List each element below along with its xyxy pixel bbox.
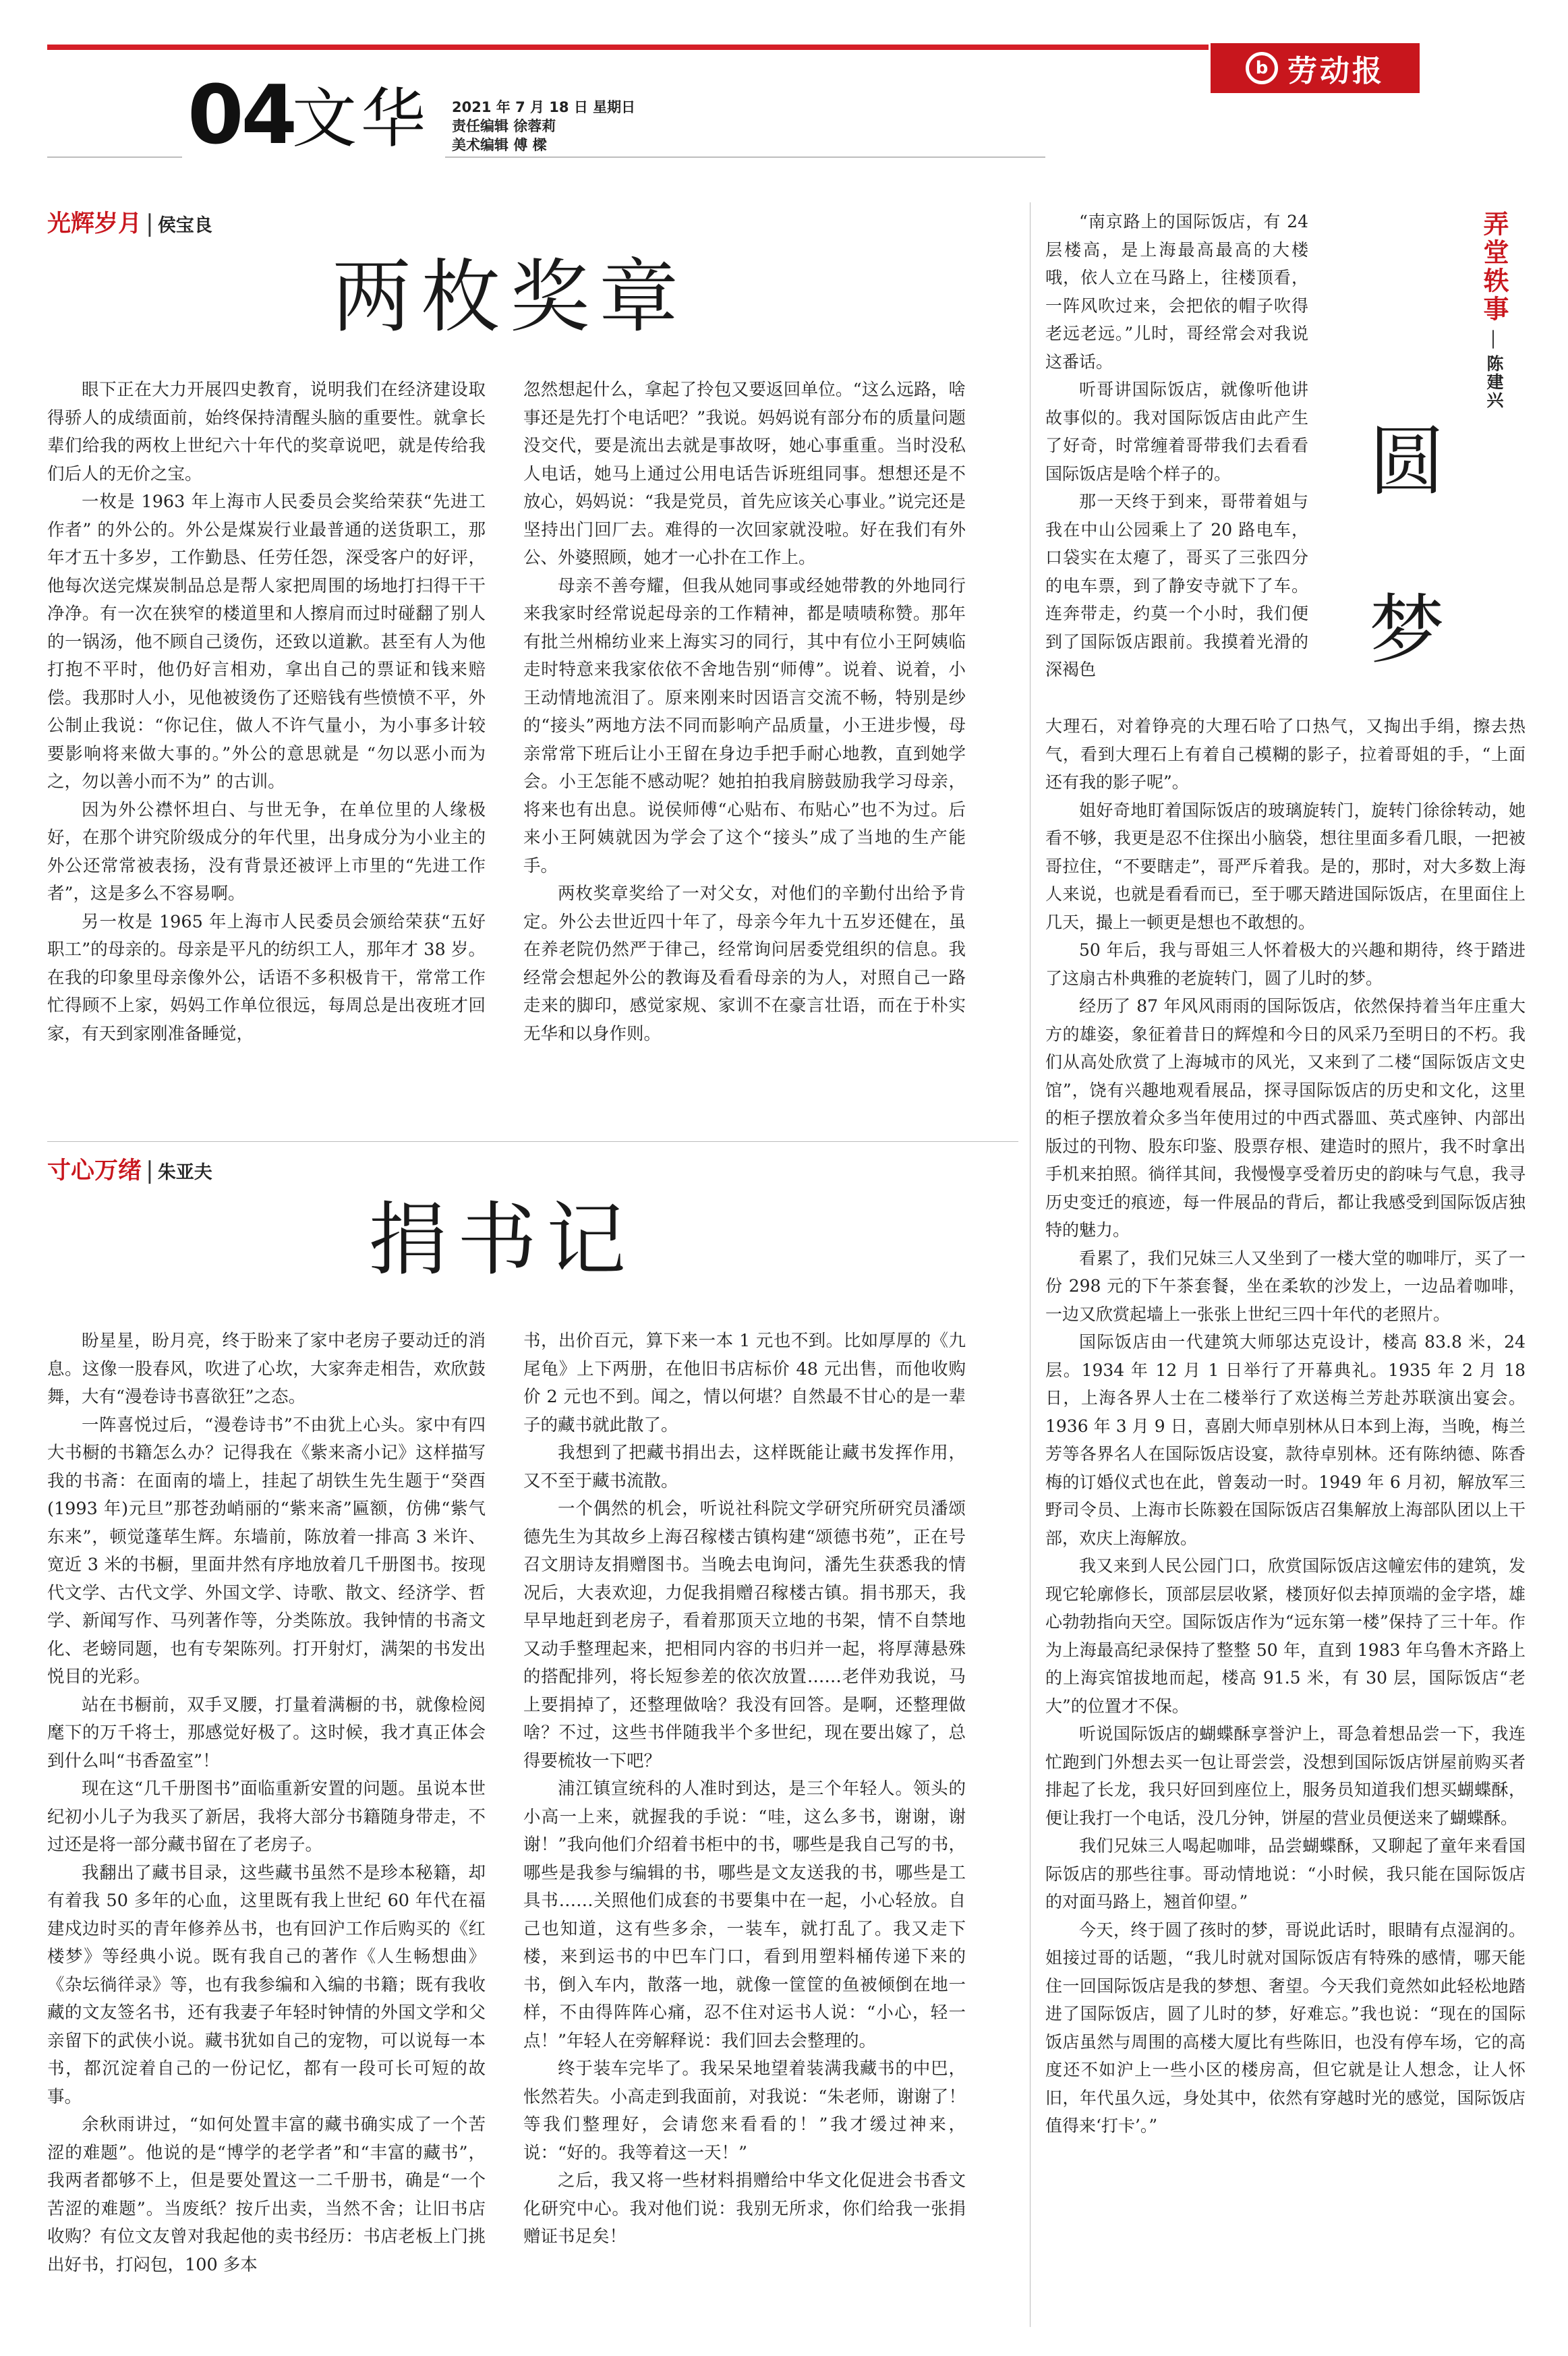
article2-paragraph: 一阵喜悦过后，“漫卷诗书”不由犹上心头。家中有四大书橱的书籍怎么办？记得我在《紫来斋小记》这样描写我的书斋：在面南的墙上，挂起了胡铁生先生题于“癸酉(1993 年)元旦”那苍劲峭丽的“紫来斋”匾额，仿佛“紫气东来”，顿觉蓬荜生辉。东墙前，陈放着一排高 3 米许、宽近 3 米的书橱，里面井然有序地放着几千册图书。按现代文学、古代文学、外国文学、诗歌、散文、经济学、哲学、新闻写作、马列著作等，分类陈放。我钟情的书斋文化、老螃同题，也有专架陈列。打开射灯，满架的书发出悦目的光彩。	[47, 1414, 486, 1687]
article1-column-name: 光辉岁月	[47, 210, 142, 237]
article3-paragraph: 我又来到人民公园门口，欣赏国际饭店这幢宏伟的建筑，发现它轮廓修长，顶部层层收紧，楼顶好似去掉顶端的金字塔，雄心勃勃指向天空。国际饭店作为“远东第一楼”保持了三十年。作为上海最高纪录保持了整整 50 年，直到 1983 年乌鲁木齐路上的上海宾馆拔地而起，楼高 91.5 米，有 30 层，国际饭店“老大”的位置才不保。	[1045, 1556, 1526, 1716]
article1-paragraph: 两枚奖章奖给了一对父女，对他们的辛勤付出给予肯定。外公去世近四十年了，母亲今年九十五岁还健在，虽在养老院仍然严于律己，经常询问居委党组织的信息。我经常会想起外公的教诲及看看母亲的为人，对照自己一路走来的脚印，感觉家规、家训不在豪言壮语，而在于朴实无华和以身作则。	[523, 884, 966, 1044]
article3-column-narrow	[1045, 208, 1308, 684]
article1-paragraph: 因为外公襟怀坦白、与世无争，在单位里的人缘极好，在那个讲究阶级成分的年代里，出身成分为小业主的外公还常常被表扬，没有背景还被评上市里的“先进工作者”，这是多么不容易啊。	[47, 799, 486, 904]
article3-paragraph: 国际饭店由一代建筑大师邬达克设计，楼高 83.8 米，24 层。1934 年 12 月 1 日举行了开幕典礼。1935 年 2 月 18 日，上海各界人士在二楼举行了欢送梅兰芳赴苏联演出宴会。1936 年 3 月 9 日，喜剧大师卓别林从日本到上海，当晚，梅兰芳等各界名人在国际饭店设宴，款待卓别林。还有陈纳德、陈香梅的订婚仪式也在此，曾轰动一时。1949 年 6 月初，解放军三野司令员、上海市长陈毅在国际饭店召集解放上海部队团以上干部，欢庆上海解放。	[1045, 1332, 1526, 1548]
section-name: 文华	[292, 81, 430, 156]
article2-paragraph: 余秋雨讲过，“如何处置丰富的藏书确实成了一个苦涩的难题”。他说的是“博学的老学者”和“丰富的藏书”，我两者都够不上，但是要处置这一二千册书，确是“一个苦涩的难题”。当废纸？按斤出卖，当然不舍；让旧书店收购？有位文友曾对我起他的卖书经历：书店老板上门挑出好书，打闷包，100 多本	[47, 2115, 486, 2275]
article1-tag-separator: |	[146, 210, 154, 237]
article3-paragraph: 看累了，我们兄妹三人又坐到了一楼大堂的咖啡厅，买了一份 298 元的下午茶套餐，坐在柔软的沙发上，一边品着咖啡，一边又欣赏起墙上一张张上世纪三四十年代的老照片。	[1045, 1248, 1526, 1324]
article3-paragraph: 我们兄妹三人喝起咖啡，品尝蝴蝶酥，又聊起了童年来看国际饭店的那些往事。哥动情地说：“小时候，我只能在国际饭店的对面马路上，翘首仰望。”	[1045, 1836, 1526, 1912]
article2-paragraph: 一个偶然的机会，听说社科院文学研究所研究员潘颂德先生为其故乡上海召稼楼古镇构建“颂德书苑”，正在号召文朋诗友捐赠图书。当晚去电询问，潘先生获悉我的情况后，大表欢迎，力促我捐赠召稼楼古镇。捐书那天，我早早地赶到老房子，看着那顶天立地的书架，情不自禁地又动手整理起来，把相同内容的书归并一起，将厚薄悬殊的搭配排列，将长短参差的依次放置……老伴劝我说，马上要捐掉了，还整理做啥？我没有回答。是啊，还整理做啥？不过，这些书伴随我半个多世纪，现在要出嫁了，总得要梳妆一下吧？	[523, 1499, 966, 1771]
masthead-right-rule	[445, 156, 1045, 158]
article3-paragraph: 50 年后，我与哥姐三人怀着极大的兴趣和期待，终于踏进了这扇古朴典雅的老旋转门，圆了儿时的梦。	[1045, 940, 1526, 988]
article1-paragraph: 一枚是 1963 年上海市人民委员会奖给荣获“先进工作者” 的外公的。外公是煤炭行业最普通的送货职工，那年才五十多岁，工作勤恳、任劳任怨，深受客户的好评，他每次送完煤炭制品总是帮人家把周围的场地打扫得干干净净。有一次在狭窄的楼道里和人擦肩而过时碰翻了别人的一锅汤，他不顾自己烫伤，还致以道歉。甚至有人为他打抱不平时，他仍好言相劝，拿出自己的票证和钱来赔偿。我那时人小，见他被烫伤了还赔钱有些愤愤不平，外公制止我说：“你记住，做人不许气量小，为小事多计较要影响将来做大事的。”外公的意思就是 “勿以恶小而为之，勿以善小而不为” 的古训。	[47, 492, 486, 792]
article2-paragraph: 站在书橱前，双手叉腰，打量着满橱的书，就像检阅麾下的万千将士，那感觉好极了。这时候，我才真正体会到什么叫“书香盈室”！	[47, 1694, 486, 1771]
article1-paragraph: 眼下正在大力开展四史教育，说明我们在经济建设取得骄人的成绩面前，始终保持清醒头脑的重要性。就拿长辈们给我的两枚上世纪六十年代的奖章说吧，就是传给我们后人的无价之宝。	[47, 380, 486, 484]
page-number: 04	[187, 69, 295, 163]
article2-paragraph: 终于装车完毕了。我呆呆地望着装满我藏书的中巴，怅然若失。小高走到我面前，对我说：“朱老师，谢谢了！等我们整理好，会请您来看看的！”我才缓过神来，说：“好的。我等着这一天！”	[523, 2059, 966, 2163]
article2-paragraph: 现在这“几千册图书”面临重新安置的问题。虽说本世纪初小儿子为我买了新居，我将大部分书籍随身带走，不过还是将一部分藏书留在了老房子。	[47, 1779, 486, 1855]
article3-paragraph: 那一天终于到来，哥带着姐与我在中山公园乘上了 20 路电车，口袋实在太瘪了，哥买了三张四分的电车票，到了静安寺就下了车。连奔带走，约莫一个小时，我们便到了国际饭店跟前。我摸着光滑的深褐色	[1045, 492, 1308, 679]
article3-column-name: 弄堂轶事	[1479, 210, 1509, 324]
article3-paragraph: 听说国际饭店的蝴蝶酥享誉沪上，哥急着想品尝一下，我连忙跑到门外想去买一包让哥尝尝，没想到国际饭店饼屋前购买者排起了长龙，我只好回到座位上，服务员知道我们想买蝴蝶酥，便让我打一个电话，没几分钟，饼屋的营业员便送来了蝴蝶酥。	[1045, 1724, 1526, 1828]
masthead-left-rule	[47, 156, 182, 158]
article2-paragraph: 浦江镇宣统科的人准时到达，是三个年轻人。领头的小高一上来，就握我的手说：“哇，这么多书，谢谢，谢谢！”我向他们介绍着书柜中的书，哪些是我自己写的书，哪些是我参与编辑的书，哪些是文友送我的书，哪些是工具书……关照他们成套的书要集中在一起，小心轻放。自己也知道，这有些多余，一装车，就打乱了。我又走下楼，来到运书的中巴车门口，看到用塑料桶传递下来的书，倒入车内，散落一地，就像一筐筐的鱼被倾倒在地一样，不由得阵阵心痛，忍不住对运书人说：“小心，轻一点！”年轻人在旁解释说：我们回去会整理的。	[523, 1779, 966, 2051]
article2-paragraph: 书，出价百元，算下来一本 1 元也不到。比如厚厚的《九尾龟》上下两册，在他旧书店标价 48 元出售，而他收购价 2 元也不到。闻之，情以何堪？自然最不甘心的是一辈子的藏书就此散了。	[523, 1331, 966, 1435]
article3-paragraph: 姐好奇地盯着国际饭店的玻璃旋转门，旋转门徐徐转动，她看不够，我更是忍不住探出小脑袋，想往里面多看几眼，一把被哥拉住，“不要瞎走”，哥严斥着我。是的，那时，对大多数上海人来说，也就是看看而已，至于哪天踏进国际饭店，在里面住上几天，撮上一顿更是想也不敢想的。	[1045, 800, 1526, 932]
article2-column-left	[47, 1327, 486, 2279]
newspaper-logo	[1211, 43, 1420, 93]
article3-paragraph: 大理石，对着铮亮的大理石哈了口热气，又掏出手绢，擦去热气，看到大理石上有着自己模糊的影子，拉着哥姐的手，“上面还有我的影子呢”。	[1045, 716, 1526, 792]
article2-paragraph: 盼星星，盼月亮，终于盼来了家中老房子要动迁的消息。这像一股春风，吹进了心坎，大家奔走相告，欢欣鼓舞，大有“漫卷诗书喜欲狂”之态。	[47, 1331, 486, 1407]
article-divider	[47, 1141, 1018, 1142]
article2-column-name: 寸心万绪	[47, 1157, 142, 1184]
logo-mark-icon: b	[1246, 52, 1278, 84]
art-editor-credit: 美术编辑 傅 樑	[452, 137, 547, 153]
article2-title: 捐书记	[368, 1193, 636, 1286]
article3-author: 陈建兴	[1484, 355, 1504, 409]
article1-author: 侯宝良	[157, 215, 212, 236]
article1-title: 两枚奖章	[332, 250, 689, 343]
article3-column-wide	[1045, 712, 1526, 2140]
top-red-rule	[47, 45, 1209, 50]
article2-column-tag	[47, 1157, 212, 1186]
article2-paragraph: 我想到了把藏书捐出去，这样既能让藏书发挥作用，又不至于藏书流散。	[523, 1443, 966, 1491]
article3-paragraph: 听哥讲国际饭店，就像听他讲故事似的。我对国际饭店由此产生了好奇，时常缠着哥带我们去看看国际饭店是啥个样子的。	[1045, 380, 1308, 484]
article2-author: 朱亚夫	[157, 1162, 212, 1183]
article1-paragraph: 另一枚是 1965 年上海市人民委员会颁给荣获“五好职工”的母亲的。母亲是平凡的纺织工人，那年才 38 岁。在我的印象里母亲像外公，话语不多积极肯干，常常工作忙得顾不上家，妈妈工作单位很远，每周总是出夜班才回家，有天到家刚准备睡觉，	[47, 911, 486, 1044]
article3-tag-separator: —	[1482, 329, 1506, 349]
article2-column-right	[523, 1327, 966, 2251]
article3-column-tag	[1476, 210, 1513, 409]
article3-paragraph: 今天，终于圆了孩时的梦，哥说此话时，眼睛有点湿润的。姐接过哥的话题，“我儿时就对国际饭店有特殊的感情，哪天能住一回国际饭店是我的梦想、奢望。今天我们竟然如此轻松地踏进了国际饭店，圆了儿时的梦，好难忘。”我也说：“现在的国际饭店虽然与周围的高楼大厦比有些陈旧，也没有停车场，它的高度还不如沪上一些小区的楼房高，但它就是让人想念，让人怀旧，年代虽久远，身处其中，依然有穿越时光的感觉，国际饭店值得来‘打卡’。”	[1045, 1920, 1526, 2135]
editor-credit: 责任编辑 徐蓉莉	[452, 118, 556, 134]
article1-column-tag	[47, 210, 212, 239]
article2-paragraph: 我翻出了藏书目录，这些藏书虽然不是珍本秘籍，却有着我 50 多年的心血，这里既有我上世纪 60 年代在福建戍边时买的青年修养丛书，也有回沪工作后购买的《红楼梦》等经典小说。既有我自己的著作《人生畅想曲》《杂坛徜徉录》等，也有我参编和入编的书籍；既有我收藏的文友签名书，还有我妻子年轻时钟情的外国文学和父亲留下的武侠小说。藏书犹如自己的宠物，可以说每一本书，都沉淀着自己的一份记忆，都有一段可长可短的故事。	[47, 1862, 486, 2107]
article1-column-right	[523, 376, 966, 1048]
article2-paragraph: 之后，我又将一些材料捐赠给中华文化促进会书香文化研究中心。我对他们说：我别无所求，你们给我一张捐赠证书足矣！	[523, 2171, 966, 2247]
article3-paragraph: 经历了 87 年风风雨雨的国际饭店，依然保持着当年庄重大方的雄姿，象征着昔日的辉煌和今日的风采乃至明日的不朽。我们从高处欣赏了上海城市的风光，又来到了二楼“国际饭店文史馆”，饶有兴趣地观看展品，探寻国际饭店的历史和文化，这里的柜子摆放着众多当年使用过的中西式器皿、英式座钟、内部出版过的刊物、股东印鉴、股票存根、建造时的照片，我不时拿出手机来拍照。徜徉其间，我慢慢享受着历史的韵味与气息，我寻历史变迁的痕迹，每一件展品的背后，都让我感受到国际饭店独特的魅力。	[1045, 996, 1526, 1240]
article3-title: 圆梦	[1369, 418, 1445, 674]
article1-column-left	[47, 376, 486, 1048]
article3-paragraph: “南京路上的国际饭店，有 24 层楼高，是上海最高最高的大楼哦，依人立在马路上，往楼顶看，一阵风吹过来，会把依的帽子吹得老远老远。”儿时，哥经常会对我说这番话。	[1045, 212, 1308, 372]
issue-date: 2021 年 7 月 18 日 星期日	[452, 99, 636, 115]
article1-paragraph: 忽然想起什么，拿起了拎包又要返回单位。“这么远路，啥事还是先打个电话吧？”我说。妈妈说有部分布的质量问题没交代，要是流出去就是事故呀，她心事重重。当时没私人电话，她马上通过公用电话告诉班组同事。想想还是不放心，妈妈说：“我是党员，首先应该关心事业。”说完还是坚持出门回厂去。难得的一次回家就没啦。好在我们有外公、外婆照顾，她才一心扑在工作上。	[523, 380, 966, 568]
logo-text: 劳动报	[1287, 54, 1385, 88]
article2-tag-separator: |	[146, 1157, 154, 1184]
article1-paragraph: 母亲不善夸耀，但我从她同事或经她带教的外地同行来我家时经常说起母亲的工作精神，都是啧啧称赞。那年有批兰州棉纺业来上海实习的同行，其中有位小王阿姨临走时特意来我家依依不舍地告别“师傅”。说着、说着，小王动情地流泪了。原来刚来时因语言交流不畅，特别是纱的“接头”两地方法不同而影响产品质量，小王进步慢，母亲常常下班后让小王留在身边手把手耐心地教，直到她学会。小王怎能不感动呢？她拍拍我肩膀鼓励我学习母亲，将来也有出息。说侯师傅“心贴布、布贴心”也不为过。后来小王阿姨就因为学会了这个“接头”成了当地的生产能手。	[523, 575, 966, 876]
